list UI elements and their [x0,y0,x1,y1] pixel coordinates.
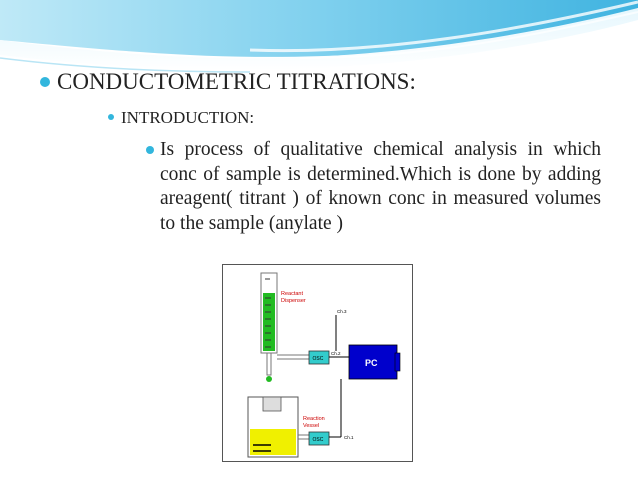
osc-bottom-label: OSC [312,437,324,443]
vessel-label-line1: Reaction [303,416,325,422]
body-bullet [146,146,154,154]
slide-heading: CONDUCTOMETRIC TITRATIONS: [57,69,416,94]
ch3-label: Ch.3 [337,309,347,314]
vessel-label-line2: Vessel [303,423,320,429]
heading-bullet [40,77,50,87]
reaction-vessel [248,397,298,457]
header-wave-banner [0,0,638,80]
osc-top-label: OSC [312,356,324,362]
reactant-label-line1: Reactant [281,291,304,297]
titration-apparatus-diagram [222,264,413,462]
ch2-label: Ch.2 [331,351,341,356]
subheading-bullet [108,114,114,120]
ch1-label: Ch.1 [344,435,354,440]
burette [261,273,277,382]
slide-subheading: INTRODUCTION: [121,108,255,127]
pc-label: PC [365,358,378,368]
slide-body-text: Is process of qualitative chemical analysis in which conc of sample is determined.Which is done by adding areagent( titrant ) of known conc in measured volumes to the sample (anylate ) [160,139,601,234]
reactant-label-line2: Dispenser [281,298,306,304]
